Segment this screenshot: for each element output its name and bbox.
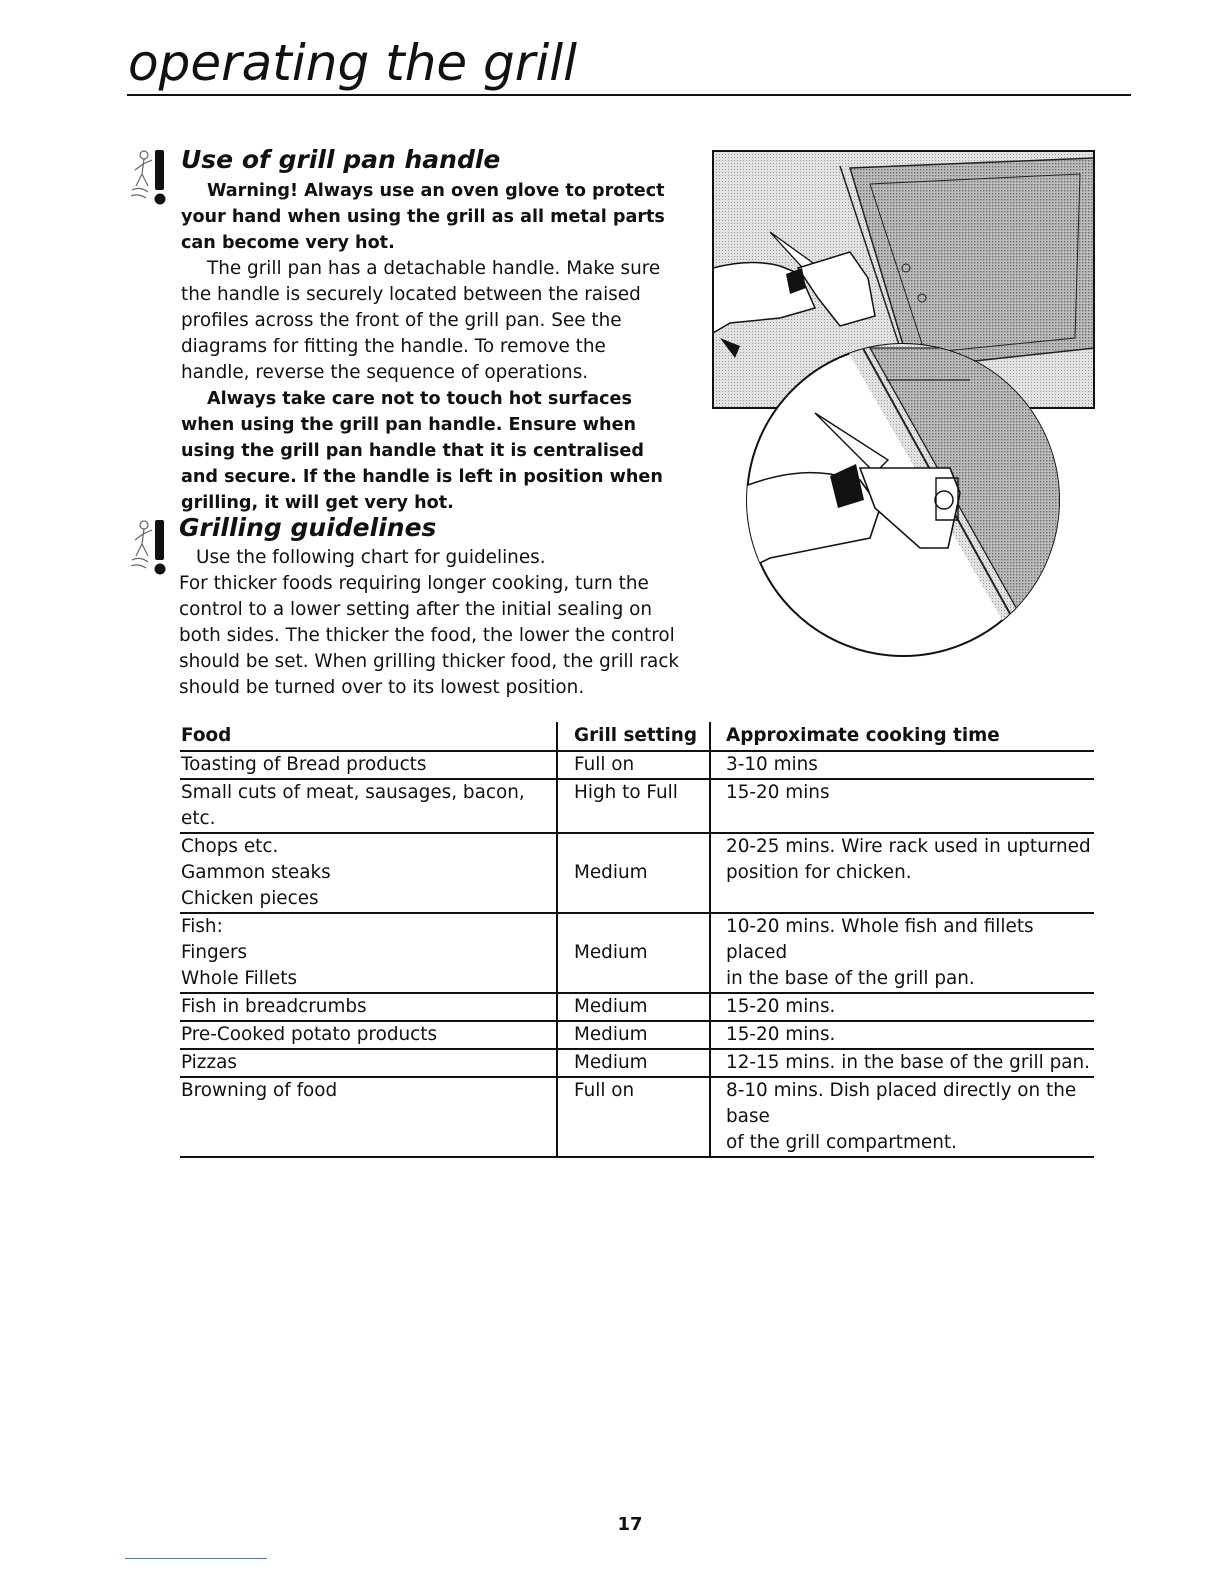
food-line: Toasting of Bread products bbox=[181, 754, 427, 775]
food-cell bbox=[180, 1077, 557, 1157]
table-row bbox=[180, 751, 1094, 779]
time-line: 15-20 mins bbox=[726, 782, 830, 803]
time-cell bbox=[710, 913, 1094, 993]
handle-section-text bbox=[181, 178, 673, 516]
food-cell bbox=[180, 913, 557, 993]
guidelines-intro-text: Use the following chart for guidelines. bbox=[196, 547, 546, 568]
page-number: 17 bbox=[617, 1514, 643, 1535]
time-line: position for chicken. bbox=[726, 862, 912, 883]
food-line: Pizzas bbox=[181, 1052, 237, 1073]
food-cell bbox=[180, 1021, 557, 1049]
page-title: operating the grill bbox=[128, 34, 578, 92]
time-line: 15-20 mins. bbox=[726, 1024, 836, 1045]
time-line: 15-20 mins. bbox=[726, 996, 836, 1017]
time-cell bbox=[710, 779, 1094, 833]
guidelines-section-heading: Grilling guidelines bbox=[179, 513, 437, 542]
setting-cell: Medium bbox=[557, 1021, 710, 1049]
time-cell bbox=[710, 993, 1094, 1021]
time-line: 12-15 mins. in the base of the grill pan. bbox=[726, 1052, 1091, 1073]
grill-pan-handle-diagram bbox=[710, 148, 1100, 662]
title-divider bbox=[127, 94, 1131, 96]
food-line: Whole Fillets bbox=[181, 968, 298, 989]
table-row bbox=[180, 1049, 1094, 1077]
table-row bbox=[180, 1077, 1094, 1157]
guidelines-body-text: For thicker foods requiring longer cooking, turn the control to a lower setting after the initial sealing on both sides. The thicker the food, the lower the control should be set. When grilling thicker food, the grill rack should be turned over to its lowest position. bbox=[179, 573, 680, 698]
time-line: 10-20 mins. Whole fish and fillets placed bbox=[726, 916, 1034, 963]
food-cell bbox=[180, 833, 557, 913]
handle-caution-text: Always take care not to touch hot surfaces when using the grill pan handle. Ensure when using the grill pan handle that it is centralised and secure. If the handle is left in position when grilling, it will get very hot. bbox=[181, 389, 663, 513]
food-line: Fish in breadcrumbs bbox=[181, 996, 367, 1017]
food-line: Pre-Cooked potato products bbox=[181, 1024, 438, 1045]
food-line: Small cuts of meat, sausages, bacon, etc. bbox=[181, 782, 525, 829]
setting-cell: Medium bbox=[557, 913, 710, 993]
handle-body-text: The grill pan has a detachable handle. Make sure the handle is securely located between the raised profiles across the front of the grill pan. See the diagrams for fitting the handle. To remove the handle, reverse the sequence of operations. bbox=[181, 258, 661, 383]
food-line: Gammon steaks bbox=[181, 862, 331, 883]
handle-section-heading: Use of grill pan handle bbox=[181, 145, 501, 174]
time-line: 8-10 mins. Dish placed directly on the base bbox=[726, 1080, 1077, 1127]
setting-cell: Medium bbox=[557, 993, 710, 1021]
time-cell bbox=[710, 1077, 1094, 1157]
setting-cell: Full on bbox=[557, 751, 710, 779]
food-line: Fish: bbox=[181, 916, 223, 937]
time-cell bbox=[710, 1021, 1094, 1049]
guidelines-section-text bbox=[179, 545, 689, 701]
header-grill-setting: Grill setting bbox=[557, 722, 710, 751]
table-row bbox=[180, 913, 1094, 993]
food-line: Chops etc. bbox=[181, 836, 279, 857]
time-line: 3-10 mins bbox=[726, 754, 818, 775]
setting-cell: Medium bbox=[557, 1049, 710, 1077]
warning-person-icon bbox=[128, 146, 174, 208]
time-line: in the base of the grill pan. bbox=[726, 968, 975, 989]
handle-warning-text: Warning! Always use an oven glove to protect your hand when using the grill as all metal parts can become very hot. bbox=[181, 181, 665, 253]
setting-cell: Full on bbox=[557, 1077, 710, 1157]
food-cell bbox=[180, 1049, 557, 1077]
food-cell bbox=[180, 993, 557, 1021]
header-cooking-time: Approximate cooking time bbox=[726, 725, 1000, 746]
time-line: 20-25 mins. Wire rack used in upturned bbox=[726, 836, 1091, 857]
time-cell bbox=[710, 751, 1094, 779]
setting-cell: Medium bbox=[557, 833, 710, 913]
time-cell bbox=[710, 1049, 1094, 1077]
food-line: Browning of food bbox=[181, 1080, 338, 1101]
time-cell bbox=[710, 833, 1094, 913]
food-cell bbox=[180, 751, 557, 779]
food-line: Fingers bbox=[181, 942, 248, 963]
food-cell bbox=[180, 779, 557, 833]
table-row bbox=[180, 1021, 1094, 1049]
footer-rule bbox=[125, 1558, 267, 1559]
warning-person-icon bbox=[128, 516, 174, 578]
table-header-row bbox=[180, 722, 1094, 751]
header-food: Food bbox=[180, 722, 557, 751]
time-line: of the grill compartment. bbox=[726, 1132, 957, 1153]
table-row bbox=[180, 779, 1094, 833]
setting-cell: High to Full bbox=[557, 779, 710, 833]
food-line: Chicken pieces bbox=[181, 888, 319, 909]
table-row bbox=[180, 833, 1094, 913]
table-row bbox=[180, 993, 1094, 1021]
grill-guidelines-table bbox=[180, 722, 1094, 1158]
